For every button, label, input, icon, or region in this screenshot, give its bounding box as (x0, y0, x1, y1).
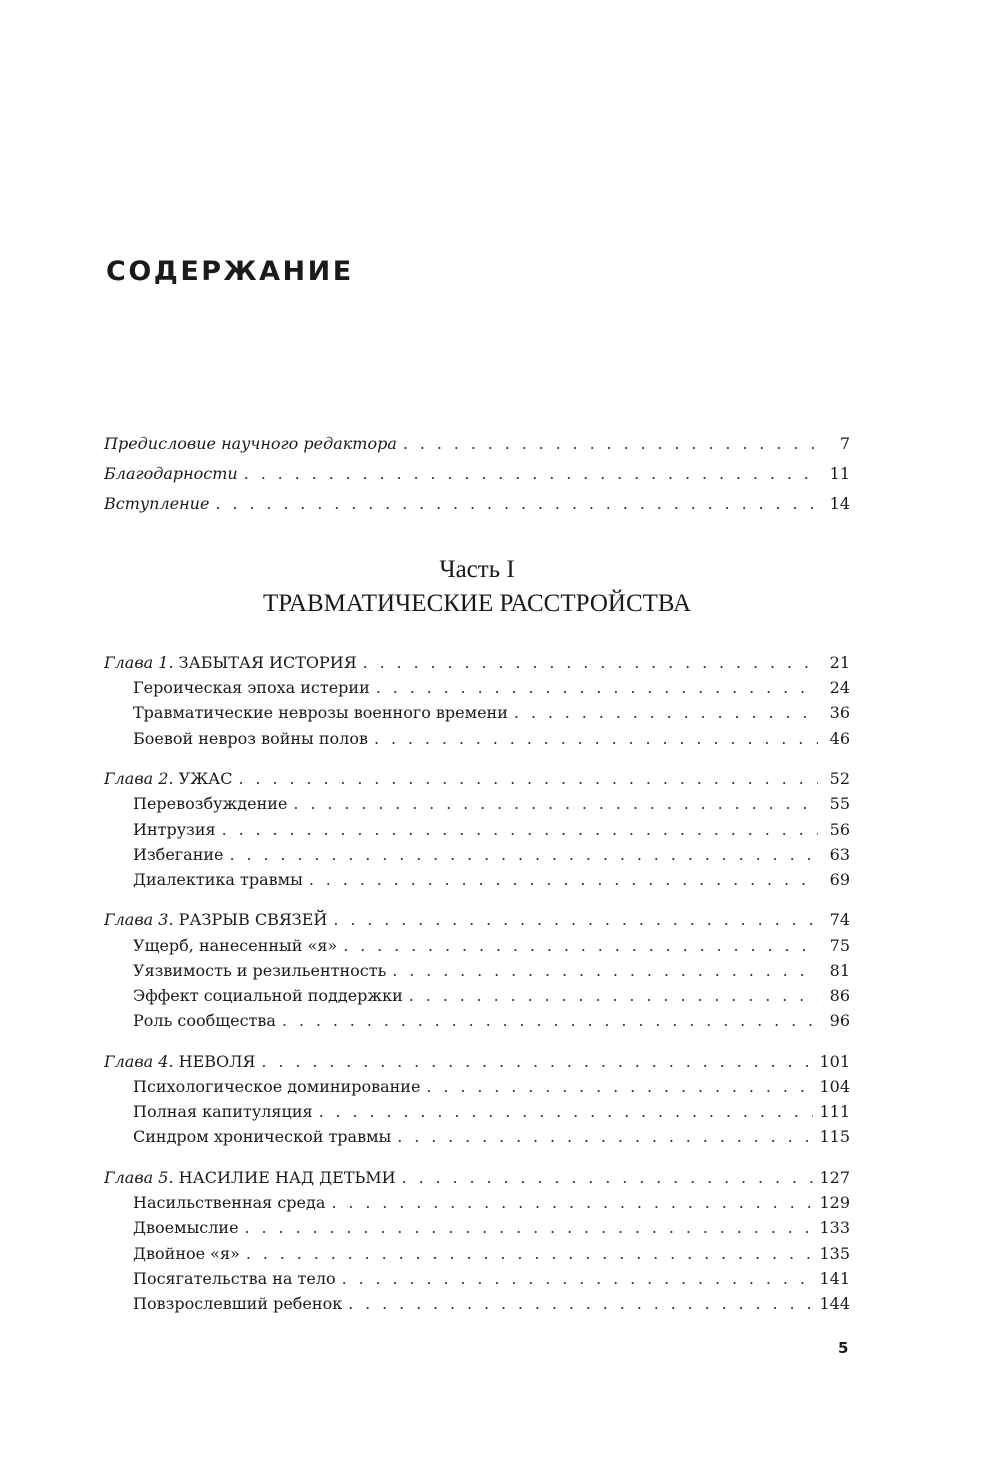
chapter-block (104, 1165, 850, 1316)
toc-section[interactable] (104, 1241, 850, 1266)
chapter-label: Глава 4. (104, 1051, 174, 1071)
toc-section[interactable] (104, 958, 850, 983)
toc-section[interactable] (104, 817, 850, 842)
section-title: Героическая эпоха истерии (133, 678, 370, 698)
toc-entry-page: 69 (829, 869, 850, 889)
chapter-heading (104, 650, 357, 675)
chapter-block (104, 907, 850, 1033)
toc-section[interactable] (104, 700, 850, 725)
chapter-heading (104, 907, 327, 932)
dot-leader (514, 700, 818, 725)
contents-title: СОДЕРЖАНИЕ (106, 256, 354, 287)
dot-leader (331, 1190, 813, 1215)
dot-leader (244, 459, 818, 489)
toc-section[interactable] (104, 791, 850, 816)
toc-section[interactable] (104, 1099, 850, 1124)
toc-entry-page: 63 (829, 844, 850, 864)
chapter-label: Глава 1. (104, 653, 174, 672)
chapter-title: НАСИЛИЕ НАД ДЕТЬМИ (178, 1167, 396, 1187)
toc-section[interactable] (104, 1266, 850, 1291)
part-number: Часть I (439, 556, 515, 583)
part-title: ТРАВМАТИЧЕСКИЕ РАССТРОЙСТВА (262, 590, 692, 617)
section-title: Диалектика травмы (133, 869, 303, 889)
toc-entry-page: 24 (829, 678, 850, 698)
toc-entry-page: 46 (829, 728, 850, 748)
toc-chapter-2[interactable] (104, 766, 850, 791)
dot-leader (282, 1008, 818, 1033)
section-title: Синдром хронической травмы (133, 1127, 392, 1147)
toc-entry-page: 96 (829, 1011, 850, 1031)
toc-entry-page: 135 (819, 1243, 850, 1263)
section-title: Травматические неврозы военного времени (133, 703, 508, 723)
section-title: Эффект социальной поддержки (133, 986, 403, 1006)
toc-section[interactable] (104, 1291, 850, 1316)
dot-leader (403, 429, 818, 459)
toc-entry-page: 14 (829, 494, 850, 513)
dot-leader (319, 1099, 814, 1124)
section-title: Перевозбуждение (133, 794, 288, 814)
section-title: Психологическое доминирование (133, 1076, 421, 1096)
toc-entry-page: 141 (819, 1268, 850, 1288)
dot-leader (376, 675, 818, 700)
dot-leader (363, 650, 818, 675)
toc-section[interactable] (104, 1008, 850, 1033)
toc-entry-introduction[interactable] (104, 489, 850, 519)
section-title: Интрузия (133, 819, 216, 839)
dot-leader (348, 1291, 813, 1316)
section-title: Насильственная среда (133, 1193, 326, 1213)
toc-entry-page: 81 (829, 960, 850, 980)
dot-leader (230, 842, 819, 867)
dot-leader (239, 766, 818, 791)
toc-entry-label: Предисловие научного редактора (104, 434, 397, 453)
toc-entry-foreword[interactable] (104, 429, 850, 459)
front-matter-list (104, 429, 850, 519)
chapter-list (104, 650, 850, 1331)
section-title: Роль сообщества (133, 1011, 276, 1031)
toc-chapter-3[interactable] (104, 907, 850, 932)
toc-entry-page: 55 (829, 794, 850, 814)
dot-leader (215, 489, 818, 519)
dot-leader (246, 1241, 814, 1266)
toc-section[interactable] (104, 675, 850, 700)
chapter-heading (104, 766, 233, 791)
chapter-title: РАЗРЫВ СВЯЗЕЙ (178, 910, 328, 930)
section-title: Полная капитуляция (133, 1102, 313, 1122)
toc-entry-page: 129 (819, 1193, 850, 1213)
dot-leader (402, 1165, 814, 1190)
toc-entry-page: 115 (819, 1127, 850, 1147)
dot-leader (342, 1266, 814, 1291)
dot-leader (426, 1074, 813, 1099)
toc-section[interactable] (104, 1215, 850, 1240)
chapter-label: Глава 5. (104, 1167, 174, 1187)
chapter-heading (104, 1165, 396, 1190)
toc-entry-page: 104 (819, 1076, 850, 1096)
chapter-block (104, 766, 850, 892)
dot-leader (309, 867, 818, 892)
toc-chapter-5[interactable] (104, 1165, 850, 1190)
dot-leader (409, 983, 818, 1008)
dot-leader (293, 791, 818, 816)
chapter-block (104, 1049, 850, 1150)
section-title: Посягательства на тело (133, 1268, 336, 1288)
dot-leader (397, 1124, 813, 1149)
toc-entry-page: 11 (829, 464, 850, 483)
toc-section[interactable] (104, 1124, 850, 1149)
page-number: 5 (838, 1339, 849, 1357)
toc-chapter-1[interactable] (104, 650, 850, 675)
toc-entry-page: 144 (819, 1293, 850, 1313)
toc-entry-page: 56 (829, 819, 850, 839)
chapter-title: ЗАБЫТАЯ ИСТОРИЯ (178, 653, 357, 672)
chapter-block (104, 650, 850, 751)
section-title: Избегание (133, 844, 224, 864)
toc-entry-acknowledgements[interactable] (104, 459, 850, 489)
toc-section[interactable] (104, 983, 850, 1008)
toc-entry-label: Благодарности (104, 464, 238, 483)
toc-entry-page: 7 (839, 434, 850, 453)
toc-entry-page: 75 (829, 935, 850, 955)
toc-entry-page: 133 (819, 1218, 850, 1238)
toc-section[interactable] (104, 726, 850, 751)
section-title: Уязвимость и резильентность (133, 960, 387, 980)
dot-leader (374, 726, 818, 751)
toc-section[interactable] (104, 933, 850, 958)
section-title: Двойное «я» (133, 1243, 240, 1263)
toc-entry-page: 86 (829, 986, 850, 1006)
dot-leader (222, 817, 818, 842)
toc-entry-page: 101 (819, 1051, 850, 1071)
toc-chapter-4[interactable] (104, 1049, 850, 1074)
chapter-label: Глава 3. (104, 910, 174, 930)
chapter-label: Глава 2. (104, 769, 174, 789)
toc-section[interactable] (104, 1074, 850, 1099)
toc-section[interactable] (104, 867, 850, 892)
toc-section[interactable] (104, 842, 850, 867)
section-title: Ущерб, нанесенный «я» (133, 935, 338, 955)
toc-entry-page: 52 (829, 769, 850, 789)
dot-leader (333, 907, 818, 932)
dot-leader (261, 1049, 813, 1074)
toc-entry-page: 36 (829, 703, 850, 723)
section-title: Боевой невроз войны полов (133, 728, 368, 748)
dot-leader (245, 1215, 814, 1240)
toc-entry-page: 74 (829, 910, 850, 930)
toc-entry-label: Вступление (104, 494, 210, 513)
section-title: Повзрослевший ребенок (133, 1293, 343, 1313)
chapter-title: НЕВОЛЯ (178, 1051, 256, 1071)
dot-leader (343, 933, 818, 958)
section-title: Двоемыслие (133, 1218, 239, 1238)
toc-entry-page: 21 (829, 653, 850, 672)
dot-leader (392, 958, 818, 983)
chapter-heading (104, 1049, 255, 1074)
toc-entry-page: 111 (819, 1102, 850, 1122)
toc-entry-page: 127 (819, 1167, 850, 1187)
toc-section[interactable] (104, 1190, 850, 1215)
chapter-title: УЖАС (178, 769, 233, 789)
